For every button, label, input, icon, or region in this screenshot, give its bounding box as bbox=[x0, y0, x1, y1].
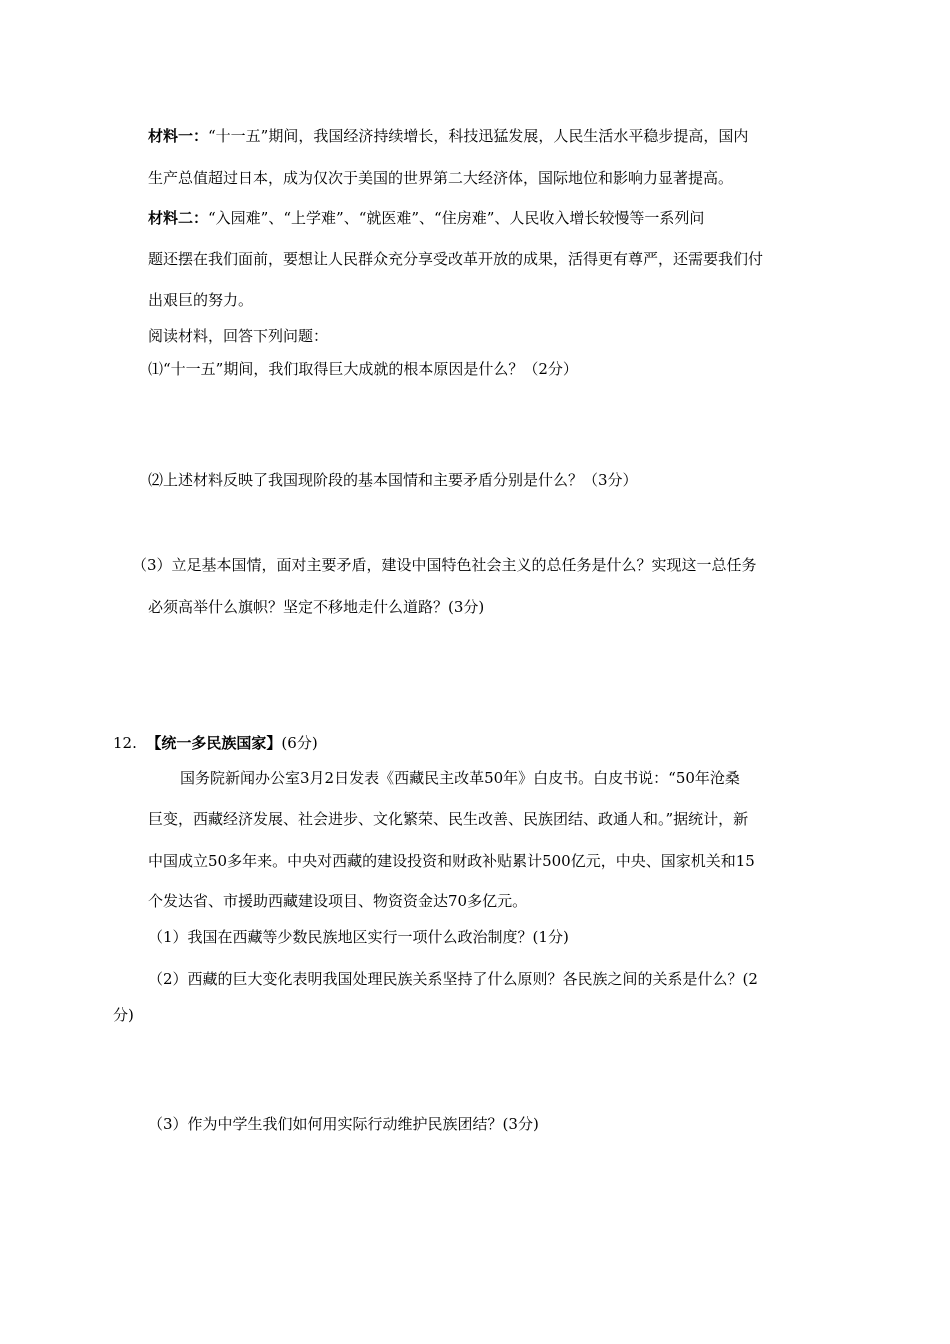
reading-instruction: 阅读材料，回答下列问题： bbox=[148, 327, 329, 345]
q11-sub-question-2: ⑵上述材料反映了我国现阶段的基本国情和主要矛盾分别是什么？（3分） bbox=[148, 471, 638, 489]
q12-score: (6分) bbox=[281, 734, 318, 752]
material-one-line-1 bbox=[148, 125, 748, 147]
material-two-text-1: “入园难”、“上学难”、“就医难”、“住房难”、人民收入增长较慢等一系列问 bbox=[208, 209, 705, 227]
q12-passage-line-1: 国务院新闻办公室3月2日发表《西藏民主改革50年》白皮书。白皮书说：“50年沧桑 bbox=[180, 769, 740, 787]
material-one-line-2: 生产总值超过日本，成为仅次于美国的世界第二大经济体，国际地位和影响力显著提高。 bbox=[148, 169, 734, 187]
q12-sub-question-2-line-2: 分) bbox=[113, 1006, 134, 1024]
material-one-label: 材料一： bbox=[148, 127, 209, 145]
q12-sub-question-2-line-1: （2）西藏的巨大变化表明我国处理民族关系坚持了什么原则？各民族之间的关系是什么？(2 bbox=[148, 970, 758, 988]
q12-sub-question-3: （3）作为中学生我们如何用实际行动维护民族团结？(3分) bbox=[148, 1115, 539, 1133]
material-two-line-3: 出艰巨的努力。 bbox=[148, 291, 254, 309]
q12-heading bbox=[113, 732, 318, 754]
q11-sub-question-1: ⑴“十一五”期间，我们取得巨大成就的根本原因是什么？（2分） bbox=[148, 360, 578, 378]
q12-passage-line-4: 个发达省、市援助西藏建设项目、物资资金达70多亿元。 bbox=[148, 892, 528, 910]
q12-sub-question-1: （1）我国在西藏等少数民族地区实行一项什么政治制度？(1分) bbox=[148, 928, 569, 946]
q11-sub-question-3-line-2: 必须高举什么旗帜？坚定不移地走什么道路？(3分) bbox=[148, 598, 485, 616]
q12-title: 【统一多民族国家】 bbox=[146, 734, 282, 752]
q11-sub-question-3-line-1: （3）立足基本国情，面对主要矛盾，建设中国特色社会主义的总任务是什么？实现这一总任务 bbox=[132, 556, 757, 574]
material-two-label: 材料二： bbox=[148, 209, 209, 227]
material-one-text-1: “十一五”期间，我国经济持续增长，科技迅猛发展，人民生活水平稳步提高，国内 bbox=[208, 127, 749, 145]
q12-passage-line-3: 中国成立50多年来。中央对西藏的建设投资和财政补贴累计500亿元，中央、国家机关和15 bbox=[148, 852, 755, 870]
q12-passage-line-2: 巨变，西藏经济发展、社会进步、文化繁荣、民生改善、民族团结、政通人和。”据统计，新 bbox=[148, 810, 749, 828]
material-two-line-2: 题还摆在我们面前，要想让人民群众充分享受改革开放的成果，活得更有尊严，还需要我们付 bbox=[148, 250, 764, 268]
material-two-line-1 bbox=[148, 207, 704, 229]
q12-number: 12. bbox=[113, 734, 137, 752]
